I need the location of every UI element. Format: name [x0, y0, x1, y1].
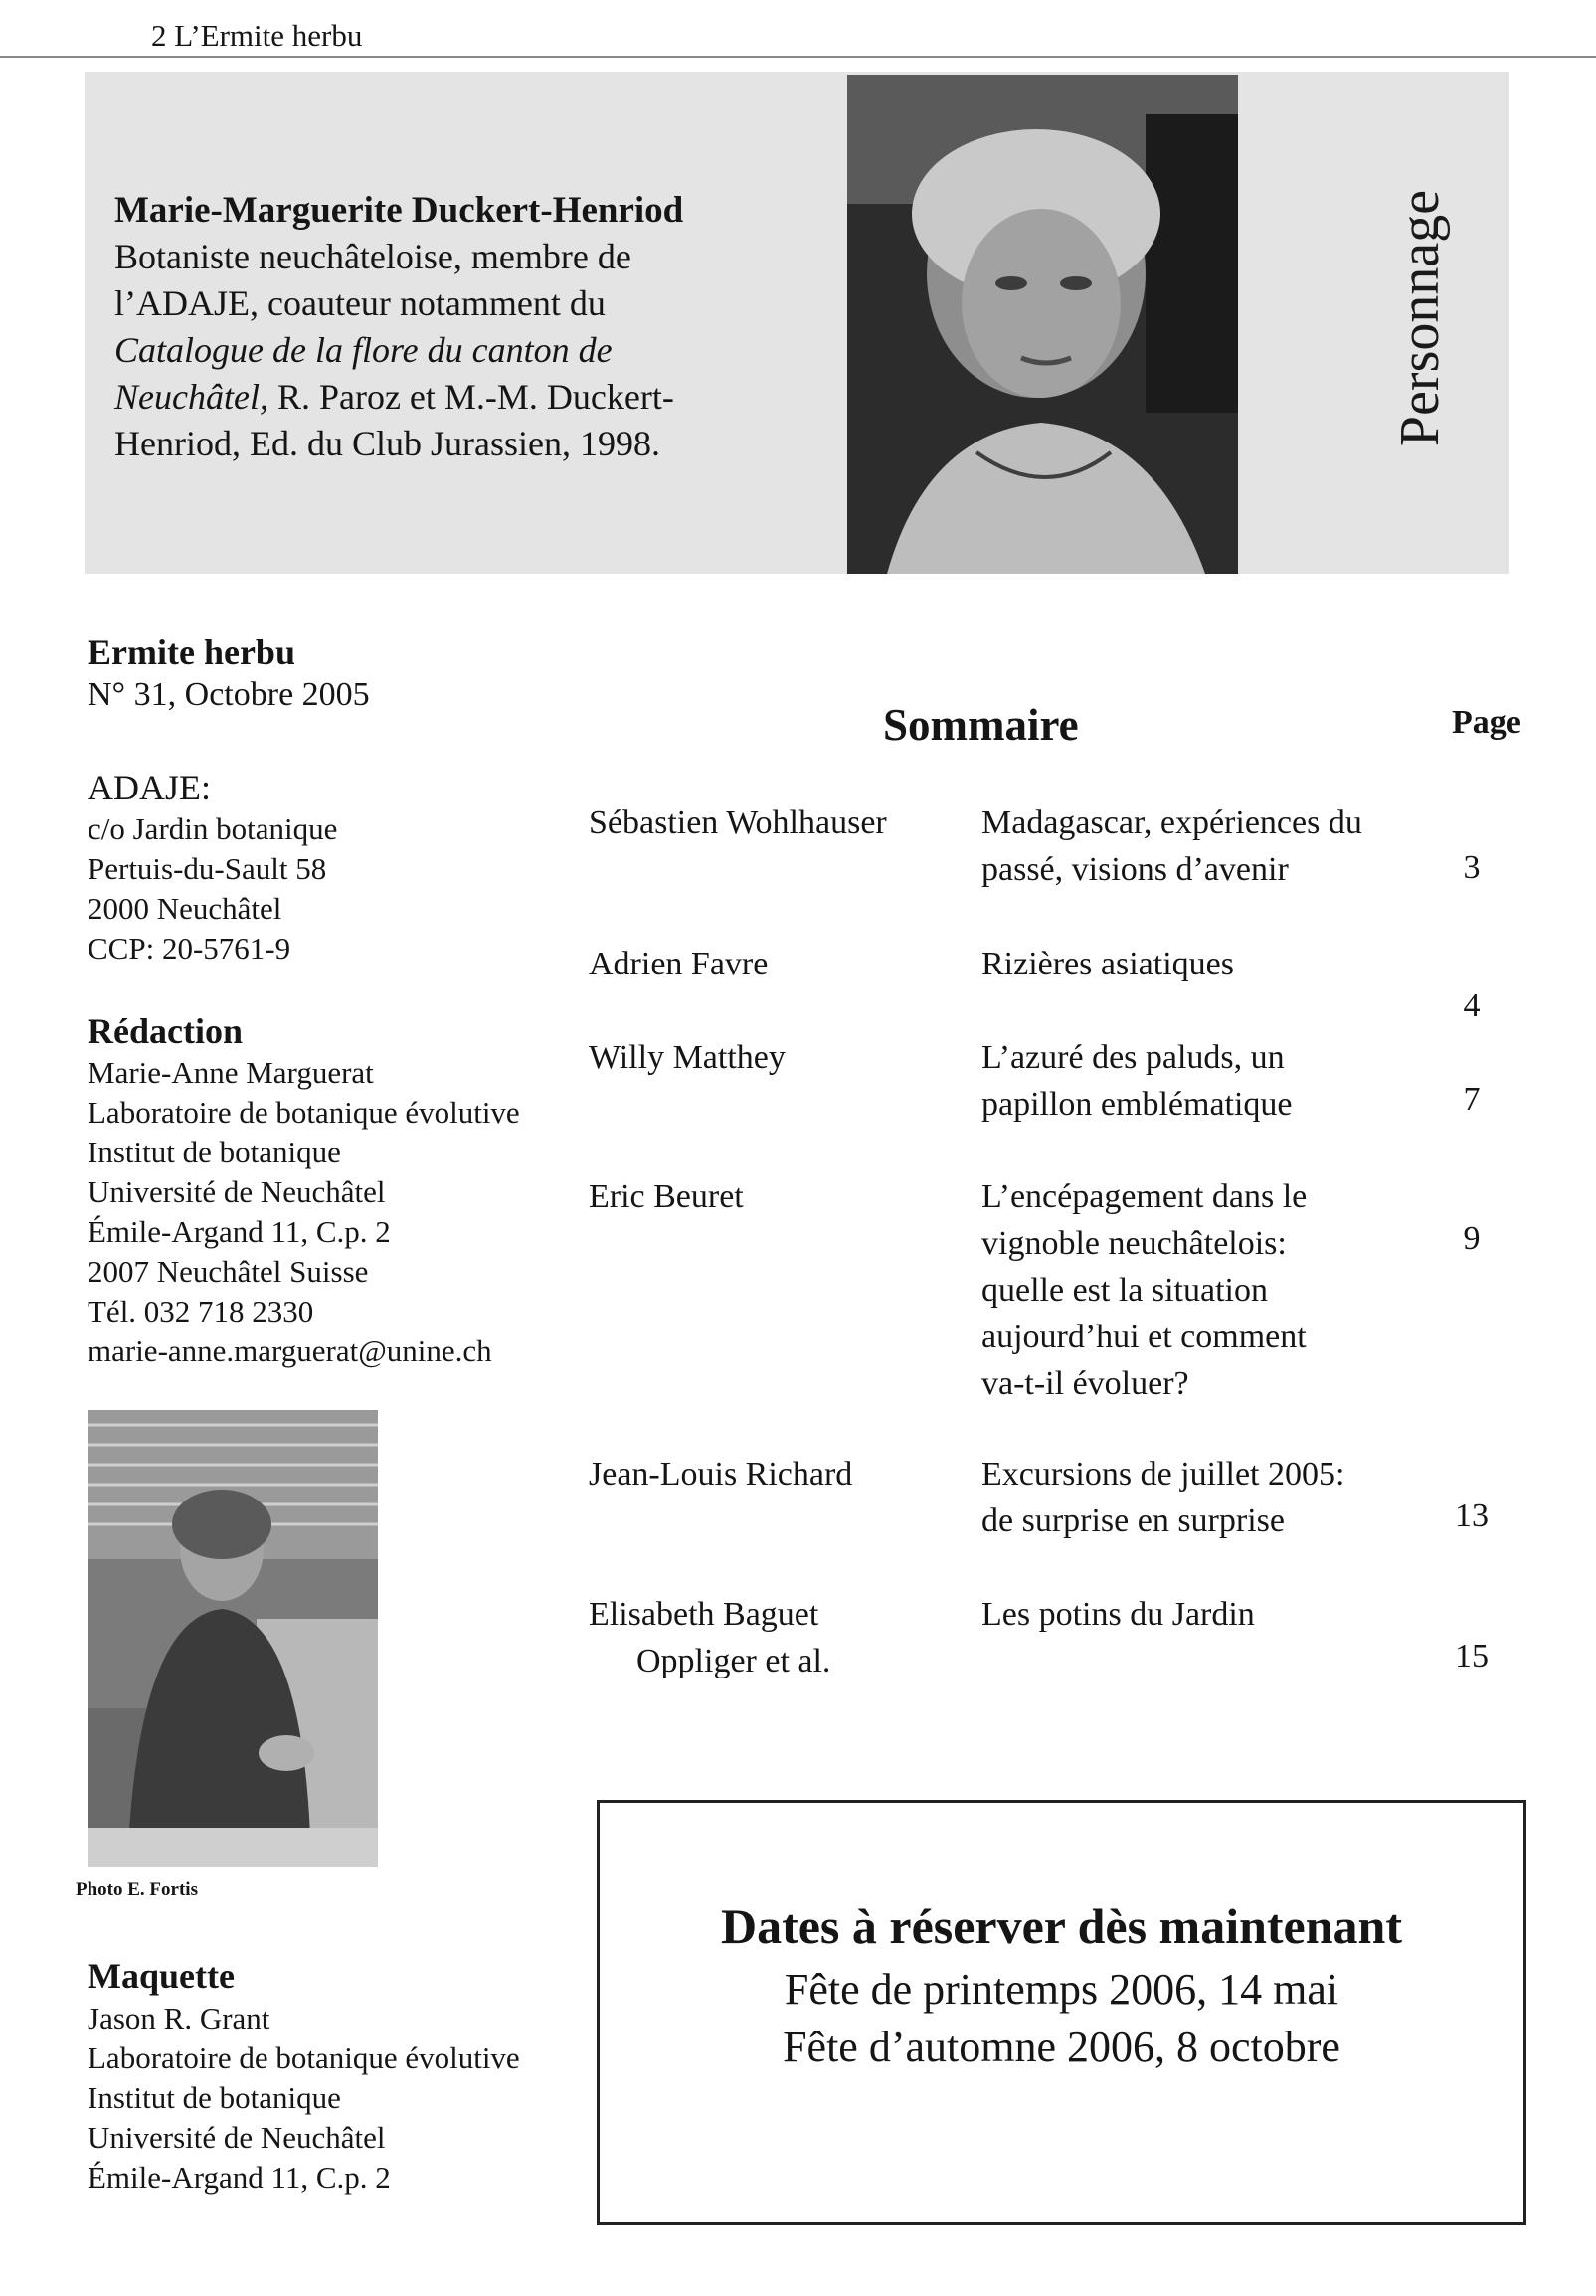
maquette-line: Émile-Argand 11, C.p. 2 [88, 2160, 391, 2195]
toc-author [589, 1034, 957, 1081]
masthead-title: Ermite herbu [88, 632, 295, 672]
toc-author [589, 1173, 957, 1220]
toc-page-number: 3 [1463, 849, 1481, 886]
redaction-line: 2007 Neuchâtel Suisse [88, 1254, 369, 1289]
toc-title-line: passé, visions d’avenir [981, 851, 1289, 888]
toc-title [981, 1173, 1429, 1407]
page-column-heading: Page [1452, 704, 1521, 741]
personnage-name: Marie-Marguerite Duckert-Henriod [114, 190, 684, 231]
toc-author-line: Jean-Louis Richard [589, 1456, 853, 1493]
personnage-line: l’ADAJE, coauteur notamment du [114, 283, 606, 323]
toc-title-line: Madagascar, expériences du [981, 804, 1362, 841]
maquette-block [88, 1953, 565, 2198]
toc-author-line: Oppliger et al. [636, 1643, 831, 1679]
toc-page-number: 7 [1463, 1081, 1481, 1118]
adaje-line: Pertuis-du-Sault 58 [88, 851, 327, 886]
sommaire-title: Sommaire [883, 700, 1079, 750]
personnage-line: Botaniste neuchâteloise, membre de [114, 237, 631, 276]
personnage-text [114, 187, 721, 467]
toc-title-line: Excursions de juillet 2005: [981, 1456, 1345, 1493]
maquette-line: Laboratoire de botanique évolutive [88, 2040, 520, 2075]
running-header: 2 L’Ermite herbu [151, 18, 363, 53]
toc-author-line: Elisabeth Baguet [589, 1596, 819, 1633]
maquette-line: Jason R. Grant [88, 2001, 270, 2035]
maquette-heading: Maquette [88, 1956, 235, 1996]
toc-author-line: Willy Matthey [589, 1039, 786, 1076]
toc-page-number: 4 [1463, 987, 1481, 1024]
redaction-line: Université de Neuchâtel [88, 1174, 386, 1209]
editor-image [88, 1410, 378, 1867]
redaction-line: Laboratoire de botanique évolutive [88, 1095, 520, 1130]
toc-title-line: L’azuré des paluds, un [981, 1039, 1285, 1076]
masthead-issue: N° 31, Octobre 2005 [88, 676, 370, 713]
adaje-block [88, 766, 565, 969]
redaction-line: Tél. 032 718 2330 [88, 1294, 314, 1328]
toc-title-line: va-t-il évoluer? [981, 1365, 1189, 1402]
adaje-line: c/o Jardin botanique [88, 811, 338, 846]
toc-title-line: papillon emblématique [981, 1086, 1293, 1123]
adaje-line: 2000 Neuchâtel [88, 891, 282, 926]
toc-author [589, 1451, 957, 1498]
redaction-heading: Rédaction [88, 1011, 243, 1051]
adaje-line: CCP: 20-5761-9 [88, 931, 291, 966]
toc-title [981, 1451, 1429, 1544]
personnage-line [114, 374, 721, 421]
masthead [88, 632, 565, 718]
dates-line: Fête d’automne 2006, 8 octobre [783, 2023, 1340, 2071]
book-authors: R. Paroz et M.-M. Duckert- [267, 377, 674, 417]
toc-title [981, 1591, 1429, 1638]
redaction-line: Institut de botanique [88, 1135, 341, 1169]
toc-author [589, 799, 957, 846]
toc-author [589, 1591, 957, 1684]
redaction-line: Émile-Argand 11, C.p. 2 [88, 1214, 391, 1249]
toc-title-line: Les potins du Jardin [981, 1596, 1255, 1633]
toc-title-line: quelle est la situation [981, 1272, 1268, 1309]
toc-author-line: Adrien Favre [589, 946, 769, 982]
toc-page-number: 13 [1455, 1498, 1489, 1534]
toc-title [981, 1034, 1429, 1128]
toc-page-number: 15 [1455, 1638, 1489, 1675]
toc-author [589, 941, 957, 987]
toc-title-line: Rizières asiatiques [981, 946, 1234, 982]
toc-author-line: Sébastien Wohlhauser [589, 804, 887, 841]
toc-title-line: L’encépagement dans le [981, 1178, 1308, 1215]
toc-title-line: de surprise en surprise [981, 1502, 1285, 1539]
maquette-line: Université de Neuchâtel [88, 2120, 386, 2155]
dates-line: Fête de printemps 2006, 14 mai [784, 1965, 1339, 2014]
personnage-line: Henriod, Ed. du Club Jurassien, 1998. [114, 424, 660, 463]
dates-title: Dates à réserver dès maintenant [720, 1898, 1403, 1954]
photo-credit: Photo E. Fortis [76, 1879, 198, 1900]
section-label: Personnage [1389, 189, 1451, 447]
portrait-image [847, 75, 1238, 574]
toc-title-line: aujourd’hui et comment [981, 1319, 1307, 1355]
editor-photo [88, 1410, 378, 1867]
toc-author-line: Eric Beuret [589, 1178, 744, 1215]
redaction-email: marie-anne.marguerat@unine.ch [88, 1333, 492, 1368]
toc-page-number: 9 [1463, 1220, 1481, 1257]
personnage-line: Catalogue de la flore du canton de [114, 330, 613, 370]
redaction-line: Marie-Anne Marguerat [88, 1055, 374, 1090]
header-rule [0, 56, 1596, 58]
book-title-part: Neuchâtel, [114, 377, 268, 417]
toc-title [981, 799, 1429, 893]
adaje-heading: ADAJE: [88, 768, 211, 807]
maquette-line: Institut de botanique [88, 2080, 341, 2115]
redaction-block [88, 1009, 565, 1371]
toc-title-line: vignoble neuchâtelois: [981, 1225, 1287, 1262]
portrait-photo [847, 75, 1238, 574]
toc-title [981, 941, 1429, 987]
